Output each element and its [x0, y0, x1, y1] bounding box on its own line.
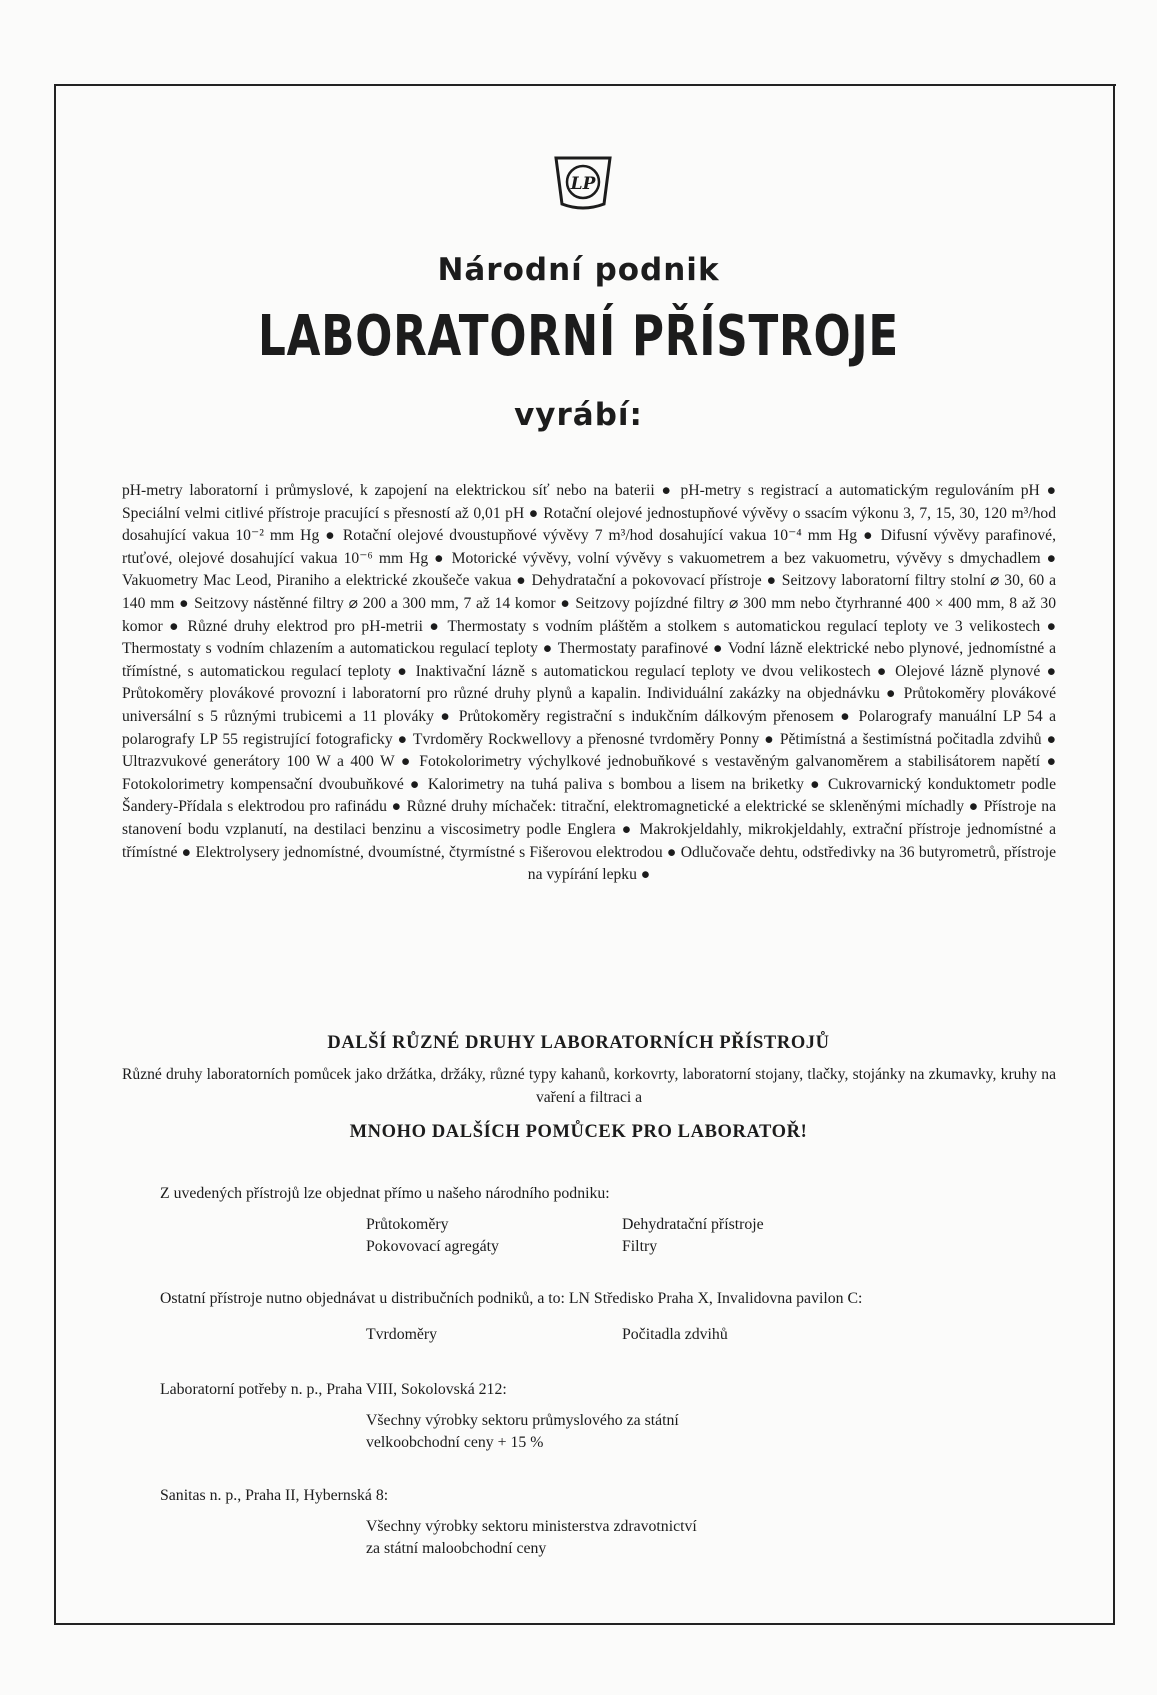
- distributor-item: Tvrdoměry: [366, 1326, 438, 1343]
- distributor-items: [366, 1324, 862, 1346]
- direct-item: Průtokoměry: [366, 1216, 449, 1233]
- distributors-intro: Ostatní přístroje nutno objednávat u distribučních podniků, a to: LN Středisko Praha X, Invalidovna pavilon C:: [160, 1290, 863, 1307]
- direct-item: Dehydratační přístroje: [622, 1216, 764, 1233]
- enterprise-label: Národní podnik: [437, 252, 720, 288]
- company-name: LABORATORNÍ PŘÍSTROJE: [257, 304, 900, 369]
- lp-logo-icon: [550, 152, 616, 214]
- direct-item: Filtry: [622, 1238, 658, 1255]
- lab-supplies-address: Laboratorní potřeby n. p., Praha VIII, Sokolovská 212:: [160, 1381, 507, 1398]
- sanitas-note-line: za státní maloobchodní ceny: [366, 1540, 547, 1557]
- direct-order-items: [366, 1214, 862, 1258]
- lab-supplies-note-line: Všechny výrobky sektoru průmyslového za státní: [366, 1412, 679, 1429]
- svg-text:LP: LP: [570, 174, 596, 194]
- sanitas-note-line: Všechny výrobky sektoru ministerstva zdravotnictví: [366, 1518, 697, 1535]
- products-list: pH-metry laboratorní i průmyslové, k zapojení na elektrickou síť nebo na baterii ● pH-metry s registrací a automatickým regulováním pH ● Speciální velmi citlivé přístroje pracující s přesností až 0,01 pH ● Rotační olejové jednostupňové vývěvy o ssacím výkonu 3, 7, 15, 30, 120 m³/hod dosahující vakua 10⁻² mm Hg ● Rotační olejové dvoustupňové vývěvy 7 m³/hod dosahující vakua 10⁻⁴ mm Hg ● Difusní vývěvy parafinové, rtuťové, olejové dosahující vakua 10⁻⁶ mm Hg ● Motorické vývěvy, volní vývěvy s vakuometrem a bez vakuometru, vývěvy s dmychadlem ● Vakuometry Mac Leod, Piraniho a elektrické zkoušeče vakua ● Dehydratační a pokovovací přístroje ● Seitzovy laboratorní filtry stolní ⌀ 30, 60 a 140 mm ● Seitzovy nástěnné filtry ⌀ 200 a 300 mm, 7 až 14 komor ● Seitzovy pojízdné filtry ⌀ 300 mm nebo čtyrhranné 400 × 400 mm, 8 až 30 komor ● Různé druhy elektrod pro pH-metrii ● Thermostaty s vodním pláštěm a stolkem s automatickou regulací teploty ve 3 velikostech ● Thermostaty s vodním chlazením a automatickou regulací teploty ● Thermostaty parafinové ● Vodní lázně elektrické nebo plynové, jednomístné a třímístné, s automatickou regulací teploty ● Inaktivační lázně s automatickou regulací teploty ve dvou velikostech ● Olejové lázně plynové ● Průtokoměry plovákové provozní i laboratorní pro různé druhy plynů a kapalin. Individuální zakázky na objednávku ● Průtokoměry plovákové universální s 5 různými trubicemi a 11 plováky ● Průtokoměry registrační s indukčním dálkovým přenosem ● Polarografy manuální LP 54 a polarografy LP 55 registrující fotograficky ● Tvrdoměry Rockwellovy a přenosné tvrdoměry Ponny ● Pětimístná a šestimístná počitadla zdvihů ● Ultrazvukové generátory 100 W a 400 W ● Fotokolorimetry výchylkové jednobuňkové s vestavěným galvanoměrem a stabilisátorem napětí ● Fotokolorimetry kompensační dvoubuňkové ● Kalorimetry na tuhá paliva s bombou a lisem na briketky ● Cukrovarnický konduktometr podle Šandery-Přídala s elektrodou pro rafinádu ● Různé druhy míchaček: titrační, elektromagnetické a elektrické se skleněnými míchadly ● Přístroje na stanovení bodu vzplanutí, na destilaci benzinu a viscosimetry podle Englera ● Makrokjeldahly, mikrokjeldahly, extrační přístroje jednomístné a třímístné ● Elektrolysery jednomístné, dvoumístné, čtyrmístné s Fišerovou elektrodou ● Odlučovače dehtu, odstředivky na 36 butyrometrů, přístroje na vypírání lepku ●: [122, 482, 1056, 884]
- lab-supplies-note-line: velkoobchodní ceny + 15 %: [366, 1434, 544, 1451]
- distributor-item: Počitadla zdvihů: [622, 1326, 728, 1343]
- produces-label: vyrábí:: [514, 397, 643, 433]
- other-section-closing: MNOHO DALŠÍCH POMŮCEK PRO LABORATOŘ!: [349, 1122, 808, 1142]
- sanitas-note: [366, 1516, 697, 1560]
- other-section-title: DALŠÍ RŮZNÉ DRUHY LABORATORNÍCH PŘÍSTROJŮ: [327, 1033, 830, 1053]
- direct-item: Pokovovací agregáty: [366, 1238, 499, 1255]
- other-section-text: Různé druhy laboratorních pomůcek jako držátka, držáky, různé typy kahanů, korkovrty, laboratorní stojany, tlačky, stojánky na zkumavky, kruhy na vaření a filtraci a: [122, 1066, 1056, 1106]
- lab-supplies-note: [366, 1410, 679, 1454]
- sanitas-address: Sanitas n. p., Praha II, Hybernská 8:: [160, 1487, 389, 1504]
- direct-order-intro: Z uvedených přístrojů lze objednat přímo u našeho národního podniku:: [160, 1185, 610, 1202]
